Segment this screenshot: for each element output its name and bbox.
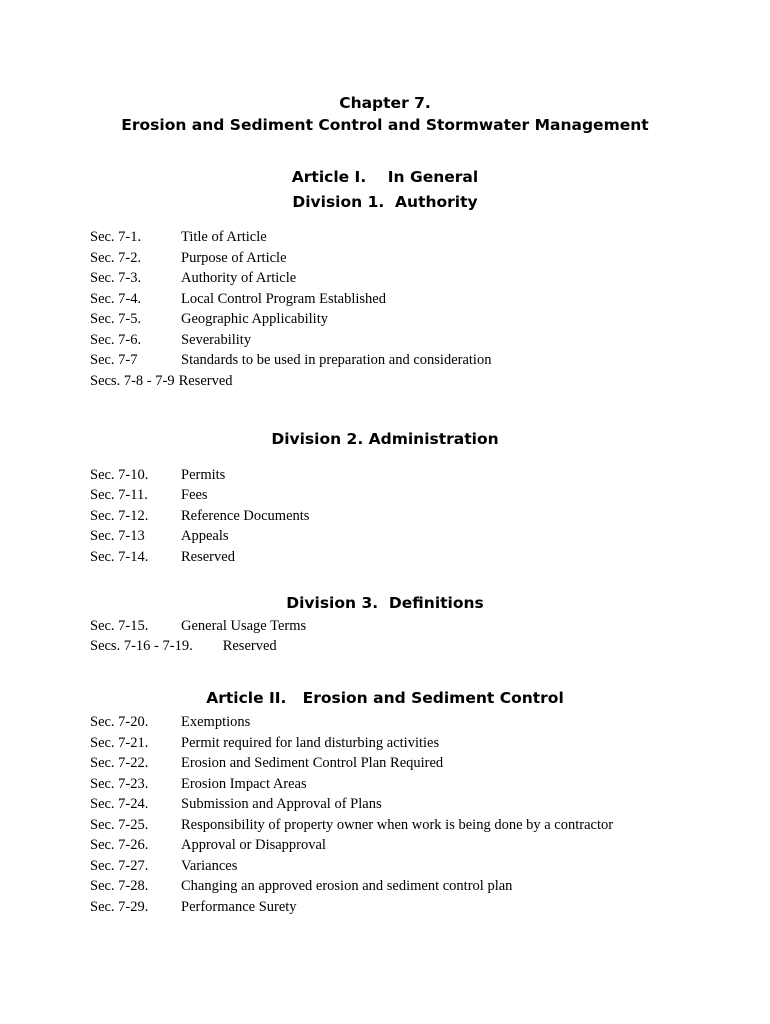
section-title: Appeals [181,528,229,544]
section-title: Changing an approved erosion and sediment control plan [181,878,513,894]
section-row [90,714,250,731]
section-row [90,817,613,834]
section-title: Submission and Approval of Plans [181,796,382,812]
section-row [90,735,439,752]
section-row-reserved [90,373,233,390]
section-row [90,528,229,545]
section-title: Local Control Program Established [181,291,386,307]
section-number: Secs. 7-8 - 7-9 [90,373,175,389]
section-row [90,250,287,267]
section-number: Sec. 7-22. [90,755,149,771]
section-title: Reserved [181,549,235,565]
section-title: Approval or Disapproval [181,837,326,853]
division-1-heading: Division 1. Authority [292,193,478,211]
section-number: Sec. 7-27. [90,858,149,874]
section-title: Erosion Impact Areas [181,776,307,792]
section-number: Sec. 7-25. [90,817,149,833]
section-row [90,487,208,504]
section-row [90,332,251,349]
section-row [90,796,382,813]
section-row-reserved [90,638,277,655]
section-title: Permits [181,467,226,483]
section-number: Sec. 7-24. [90,796,149,812]
section-number: Sec. 7-12. [90,508,149,524]
section-number: Sec. 7-14. [90,549,149,565]
section-row [90,508,309,525]
section-row [90,878,512,895]
section-number: Sec. 7-29. [90,899,149,915]
section-number: Sec. 7-6. [90,332,142,348]
section-title: General Usage Terms [181,618,307,634]
section-title: Exemptions [181,714,251,730]
section-title: Purpose of Article [181,250,287,266]
article-2-heading: Article II. Erosion and Sediment Control [206,689,564,707]
section-title: Reserved [178,373,233,389]
section-title: Reserved [222,638,277,654]
article-1-heading: Article I. In General [291,168,479,186]
section-row [90,467,225,484]
chapter-number: Chapter 7. [339,94,431,112]
section-number: Sec. 7-10. [90,467,149,483]
section-row [90,618,306,635]
division-2-heading: Division 2. Administration [271,430,499,448]
section-number: Sec. 7-5. [90,311,142,327]
section-number: Sec. 7-2. [90,250,142,266]
section-row [90,858,237,875]
section-row [90,311,328,328]
section-number: Sec. 7-23. [90,776,149,792]
section-title: Reference Documents [181,508,310,524]
section-title: Fees [181,487,208,503]
chapter-title: Erosion and Sediment Control and Stormwater Management [121,116,649,134]
section-title: Erosion and Sediment Control Plan Required [181,755,444,771]
section-row [90,776,307,793]
section-title: Permit required for land disturbing activities [181,735,440,751]
section-row [90,291,386,308]
section-title: Standards to be used in preparation and consideration [181,352,492,368]
section-row [90,270,296,287]
section-number: Sec. 7-3. [90,270,142,286]
section-number: Sec. 7-21. [90,735,149,751]
section-number: Sec. 7-20. [90,714,149,730]
section-number: Sec. 7-7 [90,352,138,368]
section-number: Sec. 7-13 [90,528,145,544]
section-title: Authority of Article [181,270,297,286]
division-3-heading: Division 3. Definitions [286,594,484,612]
section-row [90,837,326,854]
section-row [90,549,235,566]
section-number: Secs. 7-16 - 7-19. [90,638,193,654]
section-title: Variances [181,858,238,874]
section-number: Sec. 7-11. [90,487,148,503]
section-row [90,755,443,772]
section-row [90,229,267,246]
section-row [90,899,297,916]
section-title: Responsibility of property owner when work is being done by a contractor [181,817,614,833]
section-number: Sec. 7-4. [90,291,142,307]
section-number: Sec. 7-26. [90,837,149,853]
section-title: Title of Article [181,229,267,245]
section-title: Severability [181,332,252,348]
section-row [90,352,491,369]
section-title: Geographic Applicability [181,311,328,327]
section-number: Sec. 7-15. [90,618,149,634]
section-title: Performance Surety [181,899,297,915]
section-number: Sec. 7-28. [90,878,149,894]
section-number: Sec. 7-1. [90,229,142,245]
